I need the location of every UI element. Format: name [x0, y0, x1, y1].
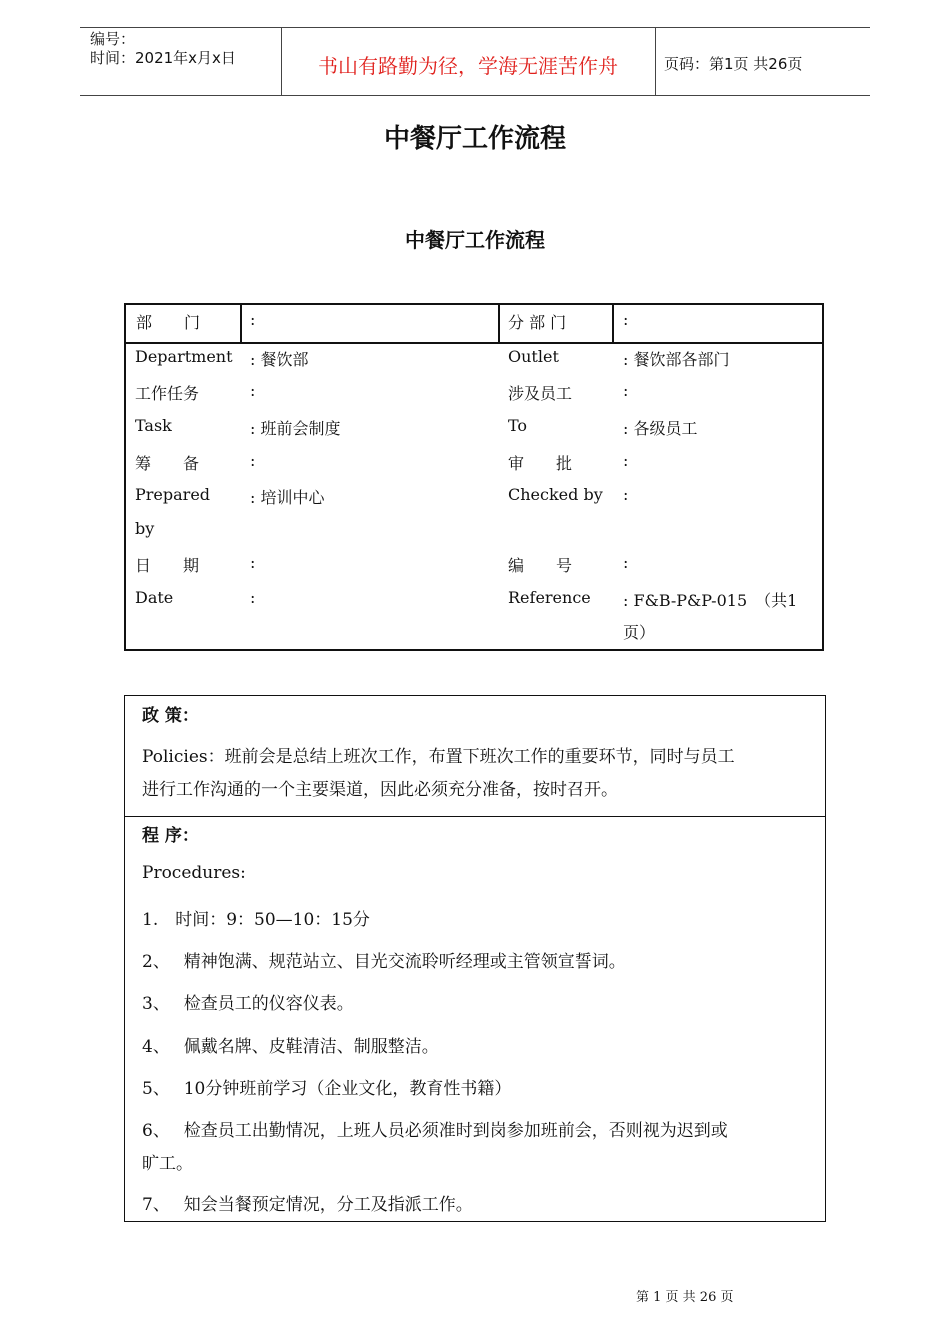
- page-title: 中餐厅工作流程: [383, 124, 566, 154]
- header-divider-right: [655, 27, 656, 95]
- document-time-label: 时间：2021年x月x日: [90, 49, 236, 67]
- reference-value-cont: 页）: [623, 623, 656, 642]
- prepared-value: : 培训中心: [250, 488, 325, 507]
- procedure-item: 6、 检查员工出勤情况，上班人员必须准时到岗参加班前会，否则视为迟到或: [142, 1121, 728, 1141]
- department-colon: :: [250, 310, 256, 329]
- policy-heading: 政 策：: [142, 706, 199, 726]
- document-subtitle: 中餐厅工作流程: [405, 228, 545, 252]
- header-top-rule: [80, 27, 870, 28]
- approve-cn-colon: :: [623, 451, 629, 470]
- to-value: : 各级员工: [623, 419, 698, 438]
- document-number-label: 编号：: [90, 30, 136, 48]
- prepared-en-label-cont: by: [135, 519, 155, 538]
- procedure-item: 1. 时间：9：50—10：15分: [142, 910, 370, 930]
- procedure-item: 7、 知会当餐预定情况，分工及指派工作。: [142, 1195, 473, 1215]
- info-table-col-sep-1: [240, 305, 242, 342]
- procedure-heading: 程 序：: [142, 826, 199, 846]
- procedure-item-cont: 旷工。: [142, 1154, 193, 1174]
- task-cn-label: 工作任务: [135, 384, 200, 403]
- checked-colon: :: [623, 485, 629, 504]
- policy-text-line-2: 进行工作沟通的一个主要渠道，因此必须充分准备，按时召开。: [142, 780, 618, 800]
- date-en-colon: :: [250, 588, 256, 607]
- policy-procedure-box: [124, 695, 826, 1222]
- checked-en-label: Checked by: [508, 485, 603, 504]
- subdepartment-colon: :: [623, 310, 629, 329]
- subdepartment-label: 分 部 门: [508, 313, 567, 332]
- reference-en-label: Reference: [508, 588, 591, 607]
- reference-cn-label: 编 号: [508, 556, 573, 575]
- department-value: : 餐饮部: [250, 350, 309, 369]
- procedure-item: 4、 佩戴名牌、皮鞋清洁、制服整洁。: [142, 1037, 439, 1057]
- procedure-item: 5、 10分钟班前学习（企业文化，教育性书籍）: [142, 1079, 512, 1099]
- header-page-info: 页码：第1页 共26页: [664, 55, 803, 73]
- outlet-value: : 餐饮部各部门: [623, 350, 730, 369]
- info-table: [124, 303, 824, 651]
- reference-cn-colon: :: [623, 553, 629, 572]
- date-cn-colon: :: [250, 553, 256, 572]
- info-table-col-sep-3: [612, 305, 614, 342]
- procedure-item: 3、 检查员工的仪容仪表。: [142, 994, 354, 1014]
- procedure-item: 2、 精神饱满、规范站立、目光交流聆听经理或主管领宣誓词。: [142, 952, 626, 972]
- info-table-col-sep-2: [498, 305, 500, 342]
- date-en-label: Date: [135, 588, 174, 607]
- prepare-cn-colon: :: [250, 451, 256, 470]
- reference-value: : F&B-P&P-015 （共1: [623, 591, 798, 610]
- department-en-label: Department: [135, 347, 233, 366]
- outlet-en-label: Outlet: [508, 347, 559, 366]
- info-table-header-rule: [126, 342, 822, 344]
- policy-procedure-divider: [125, 816, 825, 817]
- procedure-heading-en: Procedures:: [142, 863, 246, 883]
- header-meta: [90, 30, 236, 68]
- header-bottom-rule: [80, 95, 870, 96]
- approve-cn-label: 审 批: [508, 454, 573, 473]
- date-cn-label: 日 期: [135, 556, 200, 575]
- task-en-label: Task: [135, 416, 172, 435]
- task-cn-colon: :: [250, 381, 256, 400]
- prepared-en-label: Prepared: [135, 485, 211, 504]
- policy-text-line-1: Policies：班前会是总结上班次工作，布置下班次工作的重要环节，同时与员工: [142, 747, 735, 767]
- header-motto: 书山有路勤为径，学海无涯苦作舟: [318, 54, 618, 78]
- department-label: 部 门: [136, 313, 201, 332]
- task-value: : 班前会制度: [250, 419, 341, 438]
- page-footer: 第 1 页 共 26 页: [636, 1290, 734, 1305]
- prepare-cn-label: 筹 备: [135, 454, 200, 473]
- involve-cn-colon: :: [623, 381, 629, 400]
- to-en-label: To: [508, 416, 528, 435]
- involve-cn-label: 涉及员工: [508, 384, 573, 403]
